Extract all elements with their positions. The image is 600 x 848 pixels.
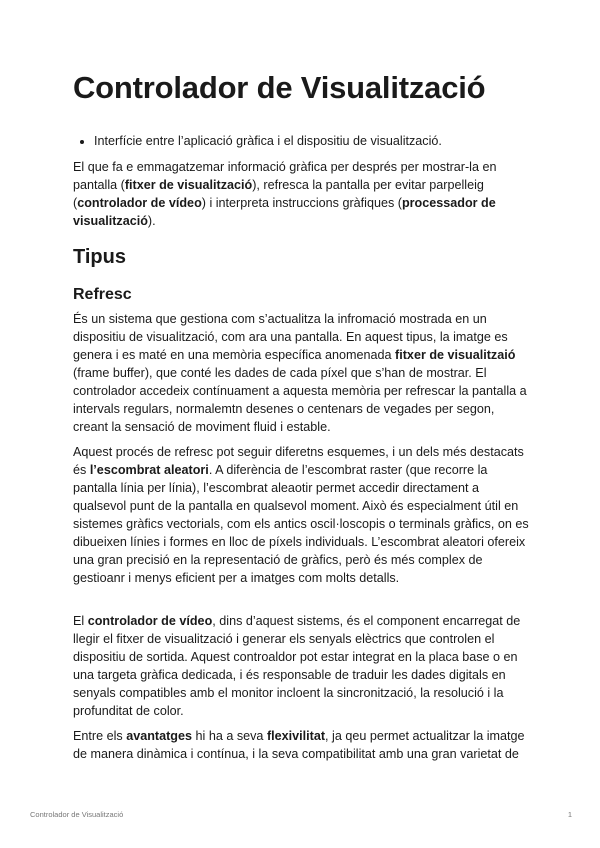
p1-text-1: És un sistema que gestiona com s’actualitza la infromació mostrada en un dispositiu de visualització, com ara una pantalla. En aquest tipus, la imatge es genera i es maté en una memòria específica anomenada xyxy=(73,312,508,362)
paragraph-4 xyxy=(73,727,529,763)
intro-text-1: El que fa e emmagatzemar informació gràfica per després per mostrar-la en pantalla ( xyxy=(73,160,497,192)
section-heading-tipus: Tipus xyxy=(73,246,126,268)
intro-text-2: ), refresca la pantalla per evitar parpelleig ( xyxy=(73,178,484,210)
p1-bold-1: fitxer de visualitzaió xyxy=(395,348,516,362)
subsection-heading-refresc: Refresc xyxy=(73,286,132,303)
footer-title: Controlador de Visualització xyxy=(30,810,124,819)
p4-text-2: hi ha a seva xyxy=(192,729,267,743)
p3-text-1: El xyxy=(73,614,88,628)
p2-text-1: Aquest procés de refresc pot seguir diferetns esquemes, i un dels més destacats és xyxy=(73,445,524,477)
page-title: Controlador de Visualització xyxy=(73,70,486,105)
paragraph-1 xyxy=(73,310,529,436)
paragraph-3 xyxy=(73,612,529,720)
page-number: 1 xyxy=(567,810,572,819)
intro-bold-1: fitxer de visualització xyxy=(124,178,253,192)
bullet-item: • Interfície entre l’aplicació gràfica i el dispositiu de visualització. xyxy=(94,132,442,150)
p2-text-2: . A diferència de l’escombrat raster (que recorre la pantalla línia per línia), l’escombrat aleaotir permet accedir directament a qualsevol punt de la pantalla en qualsevol moment. Això és especialment útil en sistemes gràfics vectorials, com els antics oscil·loscopis o terminals gràfics, on es dibueixen línies i formes en lloc de píxels individuals. L’escombrat aleatori ofereix una gran precisió en la representació de gràfics, però és més complex de gestioanr i menys eficient per a imatges com molts detalls. xyxy=(73,463,529,585)
p1-text-2: (frame buffer), que conté les dades de cada píxel que s’han de mostrar. El controlador accedeix contínuament a aquesta memòria per refrescar la pantalla a intervals regulars, normalemtn desenes o centenars de vegades per segon, creant la sensació de moviment fluid i estable. xyxy=(73,366,527,434)
p2-bold-1: l’escombrat aleatori xyxy=(89,463,209,477)
paragraph-2 xyxy=(73,443,529,587)
p3-text-2: , dins d’aquest sistems, és el component encarregat de llegir el fitxer de visualització i generar els senyals elèctrics que controlen el dispositiu de sortida. Aquest controaldor pot estar integrat en la placa base o en una targeta gràfica dedicada, i és responsable de traduir les dades digitals en senyals compatibles amb el monitor incloent la sincronització, la resolució i la profunditat de color. xyxy=(73,614,521,718)
intro-text-4: ). xyxy=(147,214,156,228)
p4-bold-1: avantatges xyxy=(126,729,193,743)
intro-bold-2: controlador de vídeo xyxy=(77,196,202,210)
p4-bold-2: flexivilitat xyxy=(266,729,326,743)
intro-bold-3: processador de visualització xyxy=(73,196,496,228)
intro-paragraph xyxy=(73,158,529,230)
p4-text-1: Entre els xyxy=(73,729,127,743)
p4-text-3: , ja qeu permet actualitzar la imatge de manera dinàmica i contínua, i la seva compatibilitat amb una gran varietat de xyxy=(73,729,525,761)
bullet-list xyxy=(73,132,442,150)
intro-text-3: ) i interpreta instruccions gràfiques ( xyxy=(201,196,402,210)
p3-bold-1: controlador de vídeo xyxy=(87,614,213,628)
